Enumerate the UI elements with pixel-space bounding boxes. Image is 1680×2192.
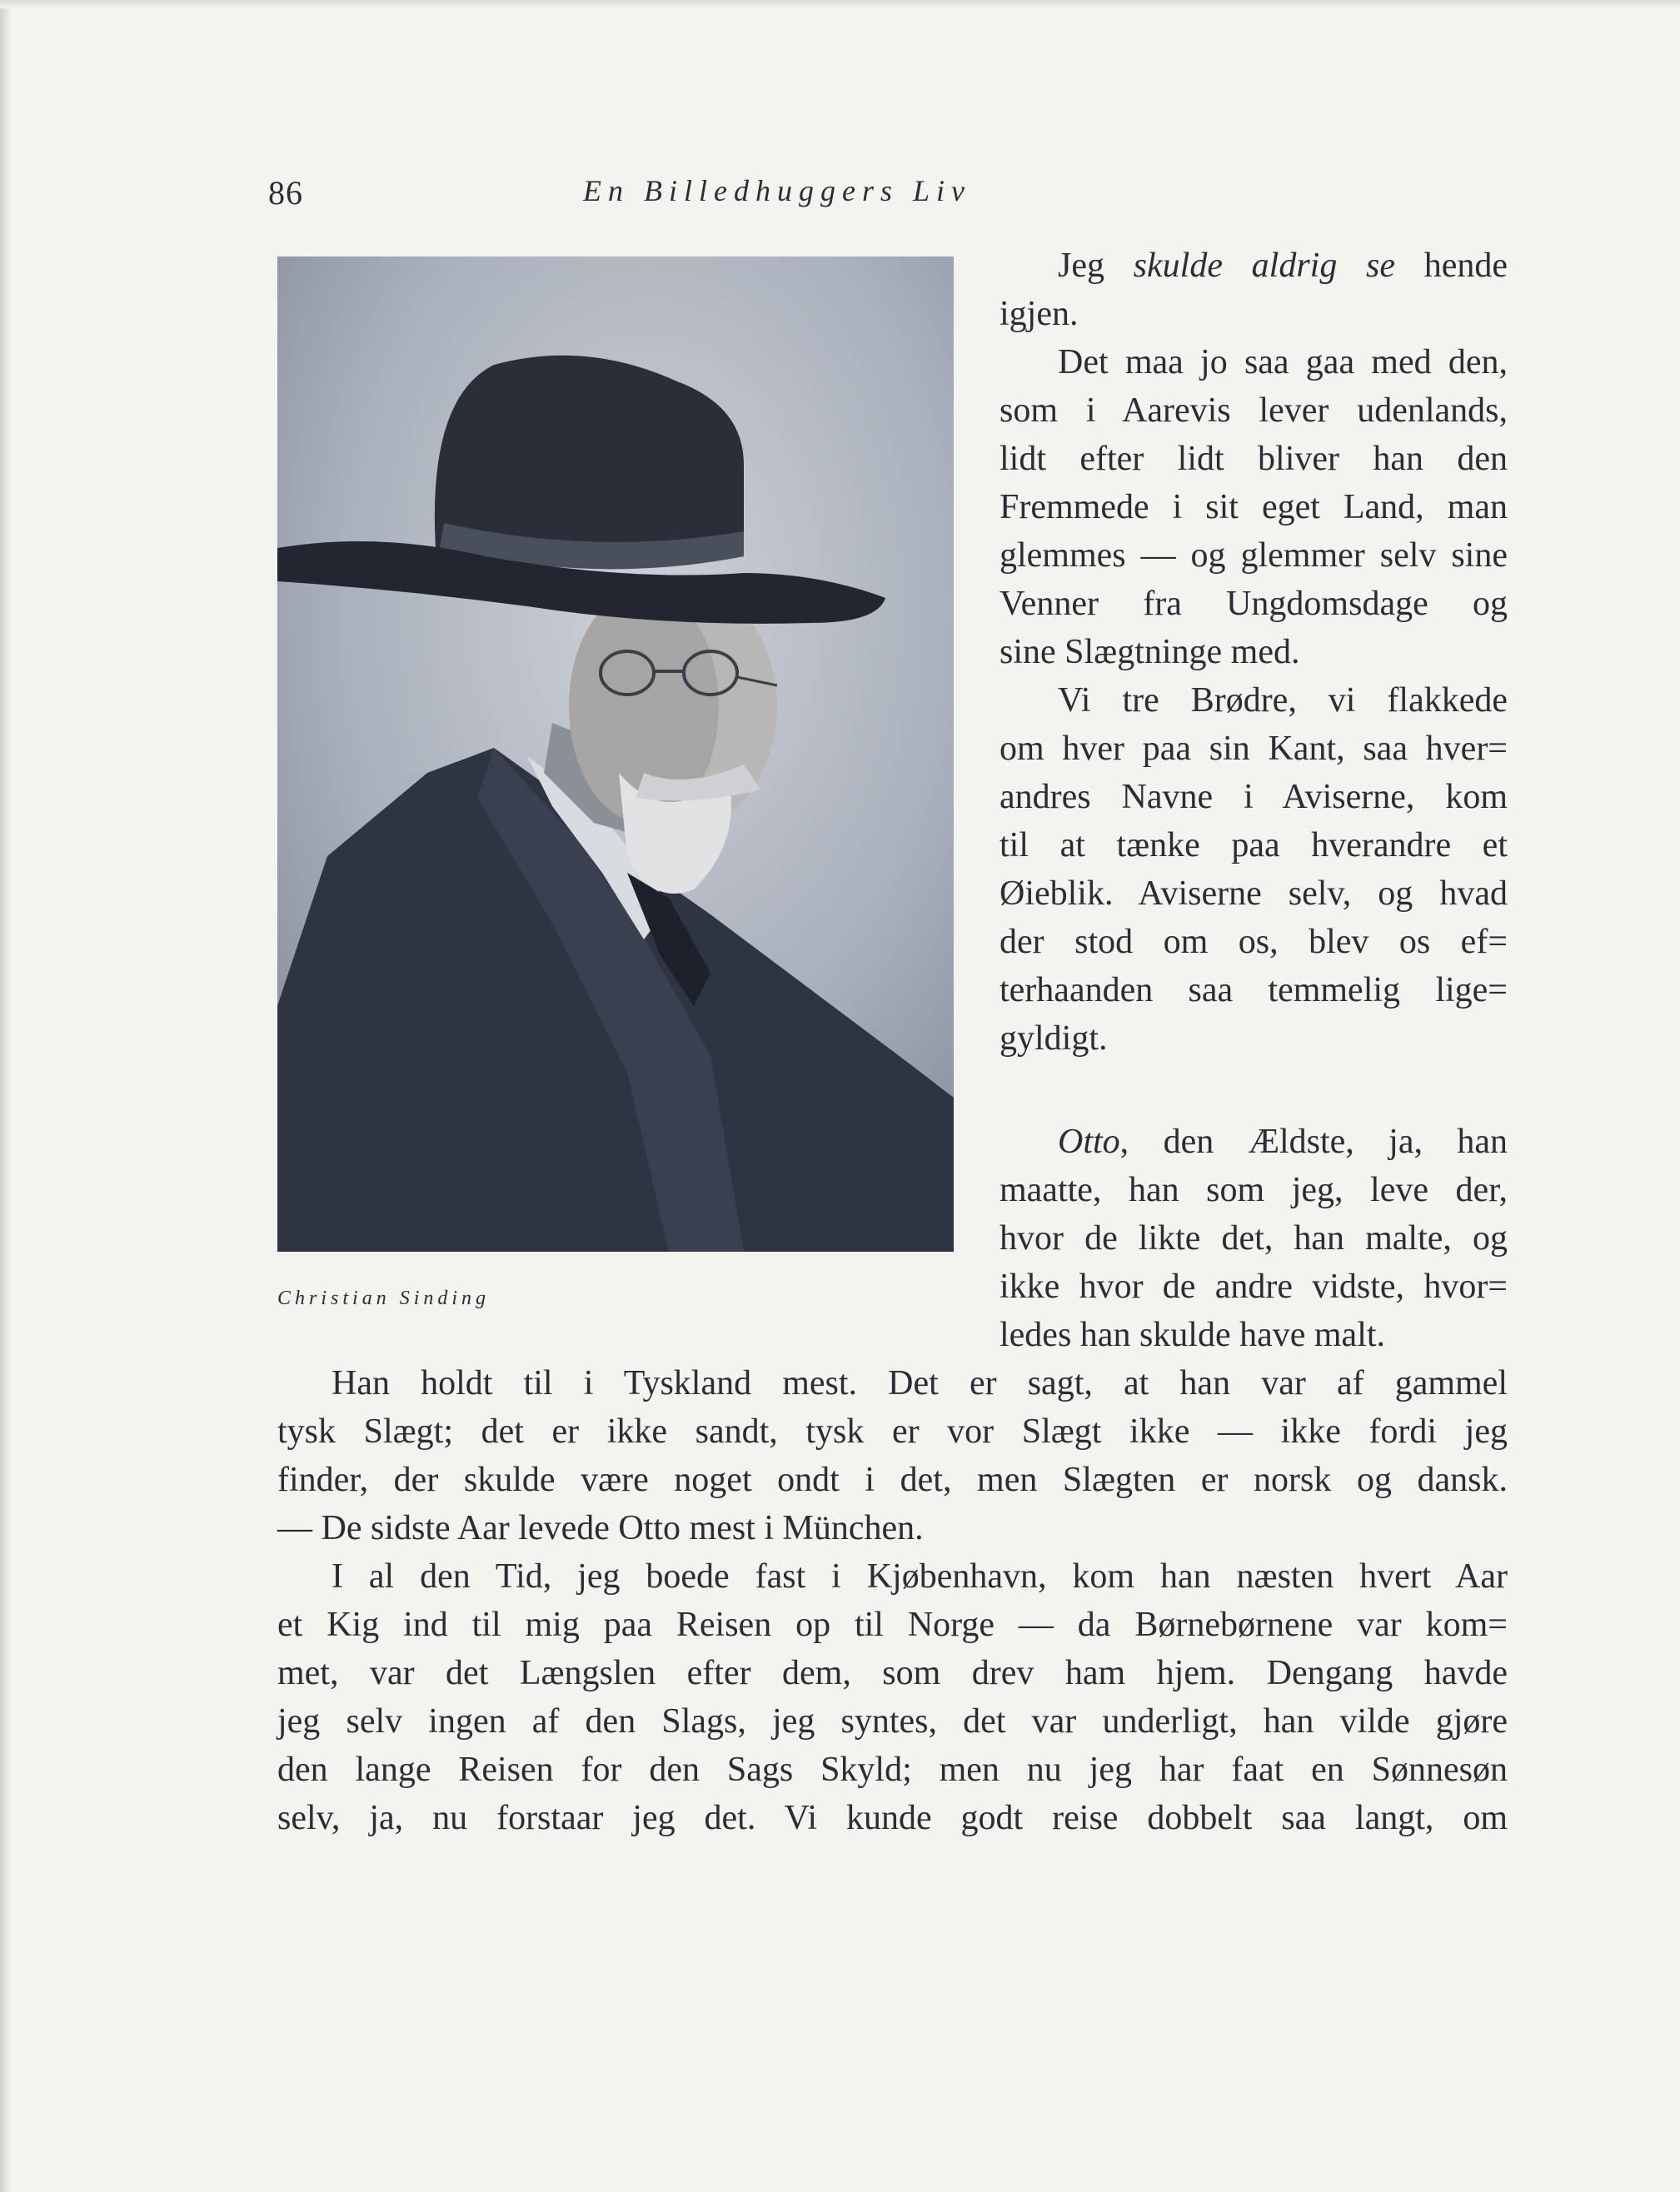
text-line: der stod om os, blev os ef= — [1000, 923, 1508, 961]
text-line: Vi tre Brødre, vi flakkede — [1058, 681, 1508, 720]
text-line: som i Aarevis lever udenlands, — [1000, 391, 1508, 430]
text-line: andres Navne i Aviserne, kom — [1000, 778, 1508, 816]
text-line: I al den Tid, jeg boede fast i Kjøbenhavn, kom han næsten hvert Aar — [332, 1557, 1508, 1596]
page-number: 86 — [268, 174, 303, 212]
text-line: Jeg skulde aldrig se hende — [1058, 247, 1508, 285]
page-edge-shadow — [0, 0, 12, 2192]
text-line: finder, der skulde være noget ondt i det, men Slægten er norsk og dansk. — [277, 1461, 1508, 1499]
text-line: sine Slægtninge med. — [1000, 633, 1300, 671]
page-top-shadow — [0, 0, 1680, 8]
text-line: met, var det Længslen efter dem, som drev ham hjem. Dengang havde — [277, 1654, 1508, 1692]
emphasis: skulde aldrig se — [1133, 247, 1396, 285]
emphasis: Otto — [1058, 1123, 1120, 1161]
text-line: maatte, han som jeg, leve der, — [1000, 1171, 1508, 1209]
text-line: til at tænke paa hverandre et — [1000, 826, 1508, 864]
text-line: jeg selv ingen af den Slags, jeg syntes, det var underligt, han vilde gjøre — [277, 1702, 1508, 1741]
text-line: Han holdt til i Tyskland mest. Det er sagt, at han var af gammel — [332, 1364, 1508, 1402]
text-line: terhaanden saa temmelig lige= — [1000, 971, 1508, 1009]
running-title: En Billedhuggers Liv — [583, 174, 971, 207]
figure-caption: Christian Sinding — [277, 1288, 491, 1309]
text-line: glemmes — og glemmer selv sine — [1000, 536, 1508, 575]
text-line: hvor de likte det, han malte, og — [1000, 1219, 1508, 1258]
text-line: lidt efter lidt bliver han den — [1000, 440, 1508, 478]
text-line: selv, ja, nu forstaar jeg det. Vi kunde godt reise dobbelt saa langt, om — [277, 1799, 1508, 1837]
portrait-illustration — [277, 257, 954, 1252]
text-line: gyldigt. — [1000, 1019, 1108, 1058]
text-line: om hver paa sin Kant, saa hver= — [1000, 730, 1508, 768]
text-line: ledes han skulde have malt. — [1000, 1316, 1386, 1354]
text-line: Øieblik. Aviserne selv, og hvad — [1000, 874, 1508, 913]
text-line: tysk Slægt; det er ikke sandt, tysk er vor Slægt ikke — ikke fordi jeg — [277, 1412, 1508, 1451]
text-line: ikke hvor de andre vidste, hvor= — [1000, 1268, 1508, 1306]
text-line: — De sidste Aar levede Otto mest i München. — [277, 1509, 924, 1547]
portrait-photo — [277, 257, 954, 1252]
text-line: den lange Reisen for den Sags Skyld; men nu jeg har faat en Sønnesøn — [277, 1751, 1508, 1789]
text-line: Venner fra Ungdomsdage og — [1000, 585, 1508, 623]
text-line: igjen. — [1000, 295, 1079, 333]
text-line: et Kig ind til mig paa Reisen op til Norge — da Børnebørnene var kom= — [277, 1606, 1508, 1644]
text-line: Otto, den Ældste, ja, han — [1058, 1123, 1508, 1161]
text-line: Fremmede i sit eget Land, man — [1000, 488, 1508, 526]
text-line: Det maa jo saa gaa med den, — [1058, 343, 1508, 381]
